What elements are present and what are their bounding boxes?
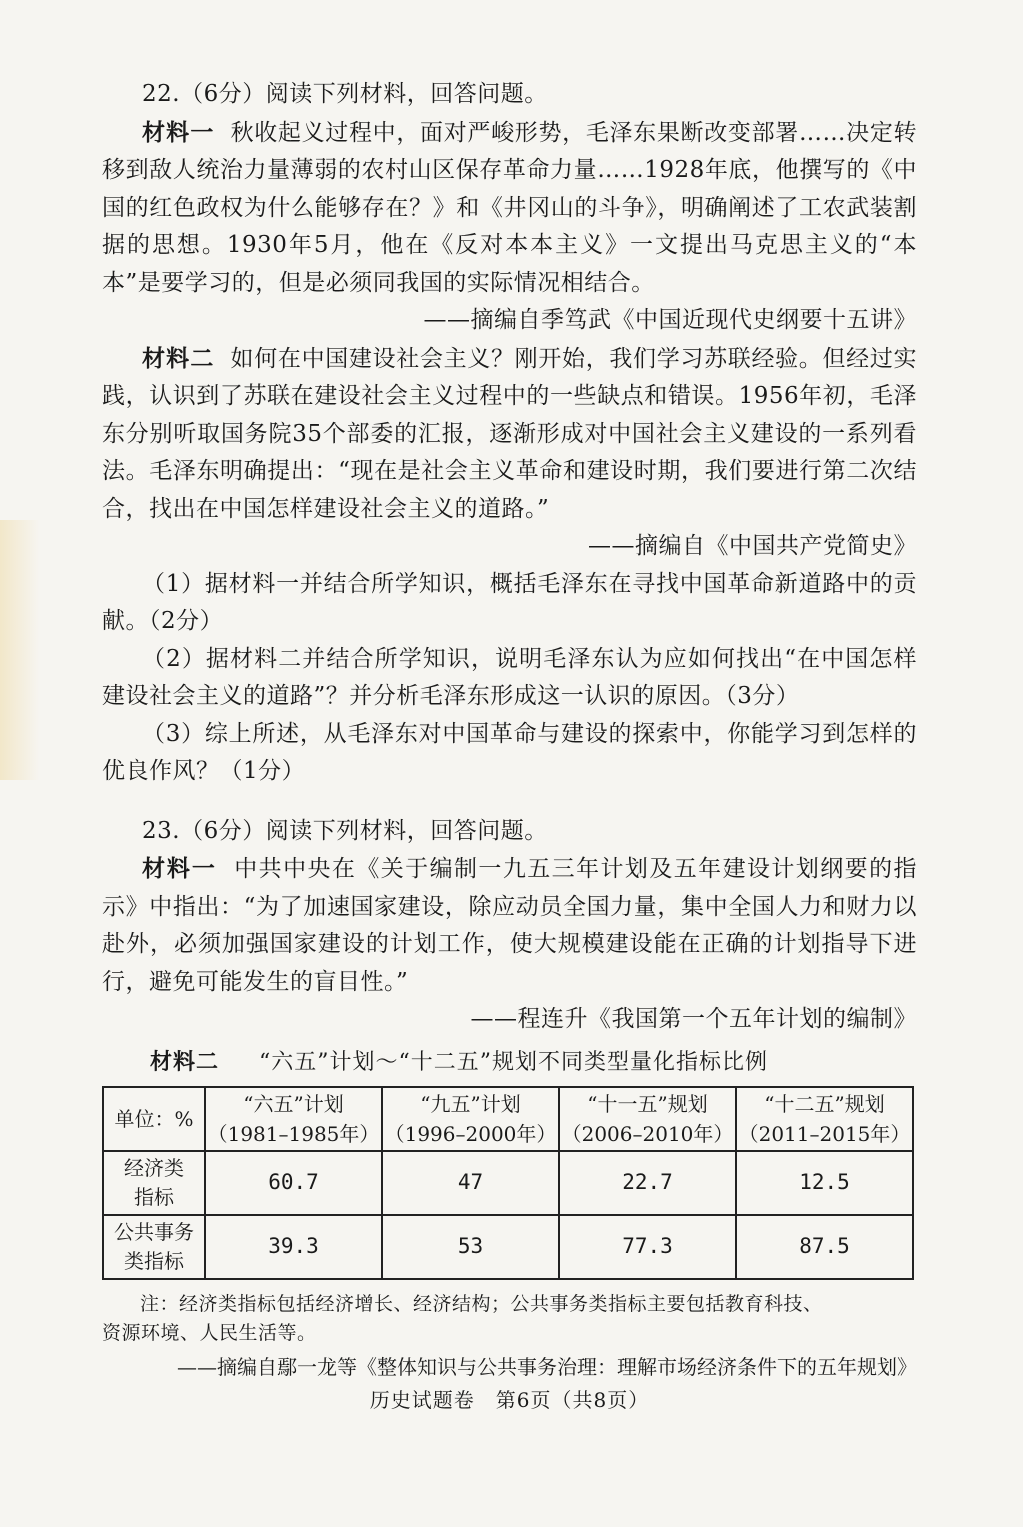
table-col-header bbox=[736, 1087, 913, 1151]
col-plan-name: “十二五”规划 bbox=[764, 1091, 885, 1116]
table-row bbox=[103, 1151, 913, 1215]
row-label-line: 类指标 bbox=[124, 1248, 184, 1273]
q22-material-1 bbox=[102, 114, 917, 303]
q22-material-2 bbox=[102, 340, 917, 529]
q22-question-3: （3）综上所述，从毛泽东对中国革命与建设的探索中，你能学习到怎样的优良作风？（1分） bbox=[102, 720, 917, 784]
q22-heading: 22.（6分）阅读下列材料，回答问题。 bbox=[142, 81, 548, 107]
q23-material-1-label: 材料一 bbox=[142, 855, 217, 882]
table-cell: 47 bbox=[382, 1151, 559, 1215]
col-plan-years: （2006–2010年） bbox=[561, 1121, 734, 1146]
col-plan-name: “六五”计划 bbox=[243, 1091, 344, 1116]
col-plan-years: （1996–2000年） bbox=[384, 1121, 557, 1146]
q23-material-1 bbox=[102, 850, 917, 1001]
col-plan-years: （2011–2015年） bbox=[738, 1121, 911, 1146]
row-label-line: 公共事务 bbox=[114, 1219, 194, 1244]
q22-material-1-text: 秋收起义过程中，面对严峻形势，毛泽东果断改变部署……决定转移到敌人统治力量薄弱的农村山区保存革命力量……1928年底，他撰写的《中国的红色政权为什么能够存在？》和《井冈山的斗争》，明确阐述了工农武装割据的思想。1930年5月，他在《反对本本主义》一文提出马克思主义的“本本”是要学习的，但是必须同我国的实际情况相结合。 bbox=[102, 119, 918, 296]
q23-material-2-label: 材料二 bbox=[150, 1048, 220, 1075]
q22-material-1-source: ——摘编自季笃武《中国近现代史纲要十五讲》 bbox=[423, 307, 917, 333]
table-cell: 53 bbox=[382, 1215, 559, 1279]
table-cell: 39.3 bbox=[205, 1215, 382, 1279]
col-plan-name: “十一五”规划 bbox=[587, 1091, 708, 1116]
row-label bbox=[103, 1151, 205, 1215]
table-cell: 77.3 bbox=[559, 1215, 736, 1279]
q22-question-2: （2）据材料二并结合所学知识，说明毛泽东认为应如何找出“在中国怎样建设社会主义的道路”？并分析毛泽东形成这一认识的原因。（3分） bbox=[102, 645, 917, 709]
q23-table-caption: “六五”计划～“十二五”规划不同类型量化指标比例 bbox=[259, 1049, 769, 1075]
q23-material-1-source: ——程连升《我国第一个五年计划的编制》 bbox=[470, 1006, 917, 1032]
indicator-table bbox=[102, 1086, 914, 1280]
q22-material-2-text: 如何在中国建设社会主义？刚开始，我们学习苏联经验。但经过实践，认识到了苏联在建设社会主义过程中的一些缺点和错误。1956年初，毛泽东分别听取国务院35个部委的汇报，逐渐形成对中国社会主义建设的一系列看法。毛泽东明确提出：“现在是社会主义革命和建设时期，我们要进行第二次结合，找出在中国怎样建设社会主义的道路。” bbox=[102, 345, 918, 522]
table-col-header bbox=[382, 1087, 559, 1151]
q22-material-2-source: ——摘编自《中国共产党简史》 bbox=[588, 533, 917, 559]
table-cell: 12.5 bbox=[736, 1151, 913, 1215]
table-col-header bbox=[205, 1087, 382, 1151]
row-label-line: 指标 bbox=[134, 1184, 174, 1209]
row-label bbox=[103, 1215, 205, 1279]
table-note-cont: 资源环境、人民生活等。 bbox=[102, 1321, 317, 1344]
col-plan-name: “九五”计划 bbox=[420, 1091, 521, 1116]
table-cell: 22.7 bbox=[559, 1151, 736, 1215]
table-header-row bbox=[103, 1087, 913, 1151]
table-cell: 60.7 bbox=[205, 1151, 382, 1215]
page-footer: 历史试题卷 第6页（共8页） bbox=[369, 1387, 650, 1412]
q22-question-1: （1）据材料一并结合所学知识，概括毛泽东在寻找中国革命新道路中的贡献。（2分） bbox=[102, 570, 917, 634]
q23-table-title bbox=[102, 1047, 917, 1078]
table-cell: 87.5 bbox=[736, 1215, 913, 1279]
page-edge-shading bbox=[0, 520, 40, 780]
q23-material-2-source: ——摘编自鄢一龙等《整体知识与公共事务治理：理解市场经济条件下的五年规划》 bbox=[177, 1354, 917, 1379]
q23-heading: 23.（6分）阅读下列材料，回答问题。 bbox=[142, 817, 548, 844]
q23-material-1-text: 中共中央在《关于编制一九五三年计划及五年建设计划纲要的指示》中指出：“为了加速国家建设，除应动员全国力量，集中全国人力和财力以赴外，必须加强国家建设的计划工作，使大规模建设能在正确的计划指导下进行，避免可能发生的盲目性。” bbox=[102, 856, 918, 995]
exam-page bbox=[102, 76, 917, 1413]
table-col-header bbox=[559, 1087, 736, 1151]
col-plan-years: （1981–1985年） bbox=[207, 1121, 380, 1146]
table-unit-cell: 单位：% bbox=[103, 1087, 205, 1151]
row-label-line: 经济类 bbox=[124, 1155, 184, 1180]
q22-material-1-label: 材料一 bbox=[142, 118, 215, 146]
table-row bbox=[103, 1215, 913, 1279]
table-note: 注：经济类指标包括经济增长、经济结构；公共事务类指标主要包括教育科技、 bbox=[140, 1292, 823, 1315]
q22-material-2-label: 材料二 bbox=[142, 344, 215, 372]
section-gap bbox=[102, 791, 917, 813]
